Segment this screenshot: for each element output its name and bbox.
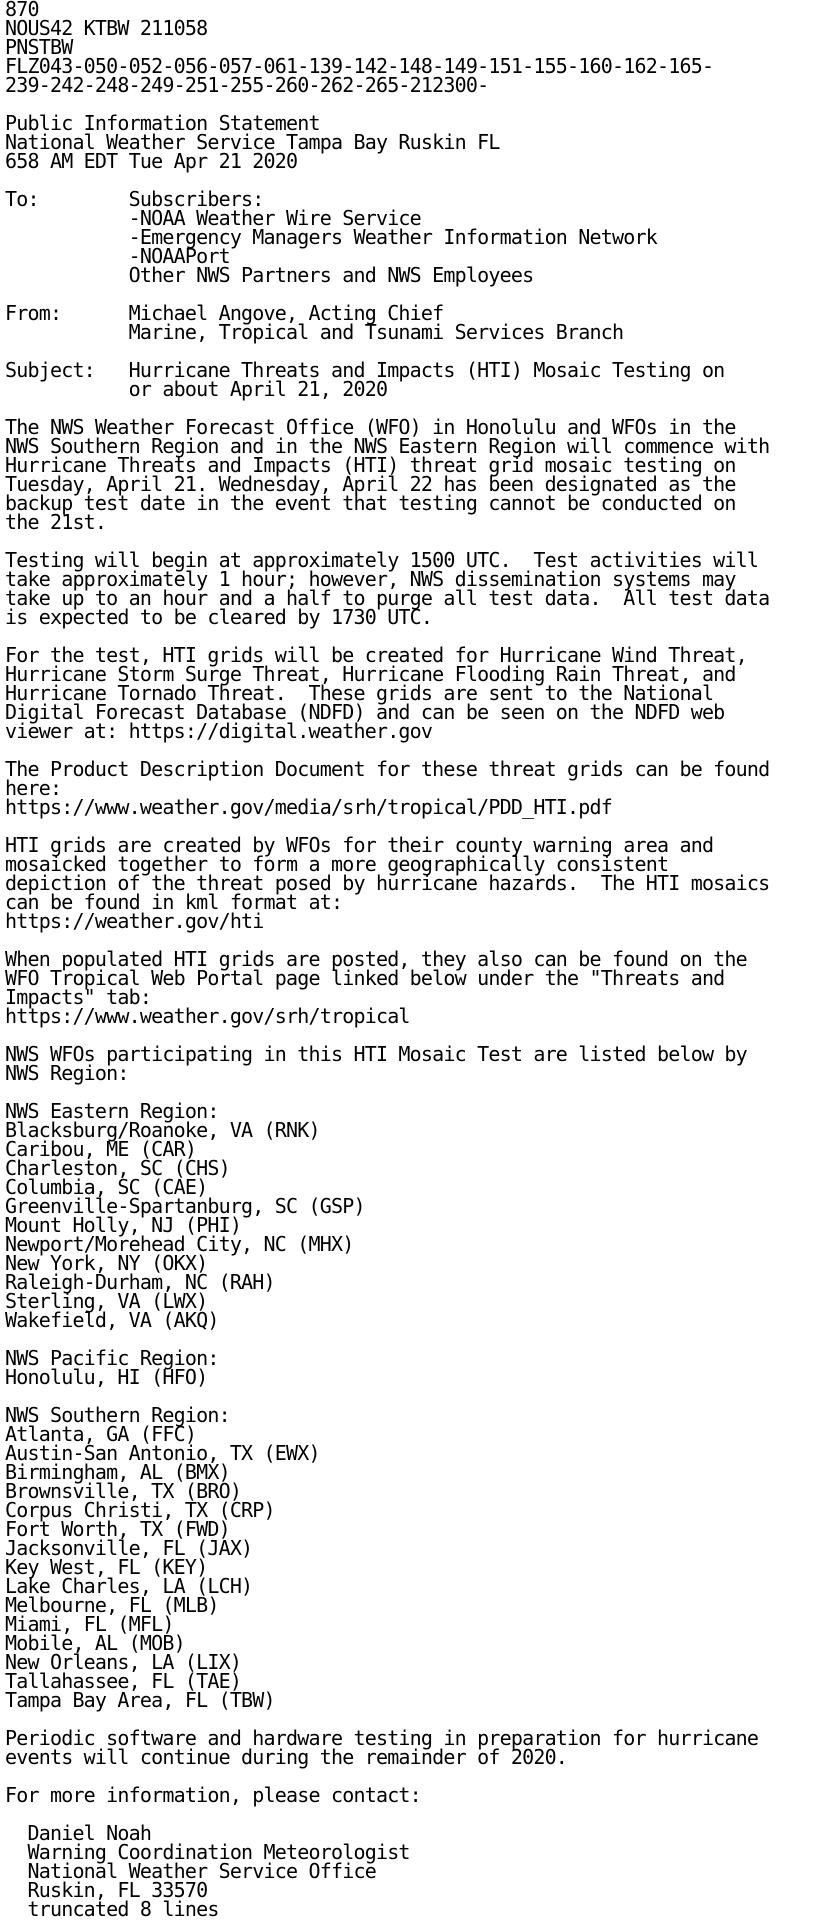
text-line: Other NWS Partners and NWS Employees (5, 263, 534, 287)
text-line: FLZ043-050-052-056-057-061-139-142-148-149-151-155-160-162-165- (5, 54, 714, 78)
text-line: -Emergency Managers Weather Information Network (5, 225, 657, 249)
text-line: Newport/Morehead City, NC (MHX) (5, 1232, 354, 1256)
text-line: 658 AM EDT Tue Apr 21 2020 (5, 149, 298, 173)
text-line: National Weather Service Tampa Bay Ruskin FL (5, 130, 500, 154)
text-line: New Orleans, LA (LIX) (5, 1650, 242, 1674)
text-line: the 21st. (5, 510, 107, 534)
text-line: Tampa Bay Area, FL (TBW) (5, 1688, 275, 1712)
text-line: From: Michael Angove, Acting Chief (5, 301, 444, 325)
text-line: NWS Southern Region and in the NWS Eastern Region will commence with (5, 434, 770, 458)
text-line: New York, NY (OKX) (5, 1251, 208, 1275)
text-line: Jacksonville, FL (JAX) (5, 1536, 253, 1560)
text-line: take up to an hour and a half to purge all test data. All test data (5, 586, 770, 610)
text-line: events will continue during the remainder of 2020. (5, 1745, 568, 1769)
text-line: Greenville-Spartanburg, SC (GSP) (5, 1194, 365, 1218)
text-line: For the test, HTI grids will be created for Hurricane Wind Threat, (5, 643, 747, 667)
text-line: https://www.weather.gov/srh/tropical (5, 1004, 410, 1028)
text-line: Hurricane Tornado Threat. These grids are sent to the National (5, 681, 714, 705)
text-line: 239-242-248-249-251-255-260-262-265-212300- (5, 73, 489, 97)
text-line: NWS Region: (5, 1061, 129, 1085)
text-line: Honolulu, HI (HFO) (5, 1365, 208, 1389)
text-line: NWS Southern Region: (5, 1403, 230, 1427)
text-line: Blacksburg/Roanoke, VA (RNK) (5, 1118, 320, 1142)
text-line: -NOAA Weather Wire Service (5, 206, 421, 230)
text-line: Columbia, SC (CAE) (5, 1175, 208, 1199)
text-line: is expected to be cleared by 1730 UTC. (5, 605, 433, 629)
text-line: The Product Description Document for these threat grids can be found (5, 757, 770, 781)
text-line: Charleston, SC (CHS) (5, 1156, 230, 1180)
text-line: depiction of the threat posed by hurricane hazards. The HTI mosaics (5, 871, 770, 895)
text-line: here: (5, 776, 62, 800)
text-line: Hurricane Storm Surge Threat, Hurricane Flooding Rain Threat, and (5, 662, 736, 686)
text-line: Digital Forecast Database (NDFD) and can be seen on the NDFD web (5, 700, 725, 724)
text-line: WFO Tropical Web Portal page linked below under the "Threats and (5, 966, 725, 990)
text-line: mosaicked together to form a more geographically consistent (5, 852, 669, 876)
text-line: NOUS42 KTBW 211058 (5, 16, 208, 40)
text-line: Subject: Hurricane Threats and Impacts (HTI) Mosaic Testing on (5, 358, 725, 382)
text-line: NWS Eastern Region: (5, 1099, 219, 1123)
text-line: Caribou, ME (CAR) (5, 1137, 197, 1161)
text-line: Key West, FL (KEY) (5, 1555, 208, 1579)
text-line: Lake Charles, LA (LCH) (5, 1574, 253, 1598)
text-line: viewer at: https://digital.weather.gov (5, 719, 433, 743)
text-line: When populated HTI grids are posted, they also can be found on the (5, 947, 747, 971)
text-line: 870 (5, 0, 39, 21)
text-line: Wakefield, VA (AKQ) (5, 1308, 219, 1332)
text-line: Marine, Tropical and Tsunami Services Branch (5, 320, 624, 344)
text-line: National Weather Service Office (5, 1859, 376, 1883)
text-line: Periodic software and hardware testing in preparation for hurricane (5, 1726, 759, 1750)
text-line: Mobile, AL (MOB) (5, 1631, 185, 1655)
text-line: Ruskin, FL 33570 (5, 1878, 208, 1902)
text-line: HTI grids are created by WFOs for their county warning area and (5, 833, 714, 857)
text-line: Atlanta, GA (FFC) (5, 1422, 197, 1446)
text-line: https://www.weather.gov/media/srh/tropical/PDD_HTI.pdf (5, 795, 613, 819)
product-text (5, 0, 821, 1919)
text-line: Mount Holly, NJ (PHI) (5, 1213, 242, 1237)
text-line: Testing will begin at approximately 1500 UTC. Test activities will (5, 548, 759, 572)
text-line: Melbourne, FL (MLB) (5, 1593, 219, 1617)
text-line: Sterling, VA (LWX) (5, 1289, 208, 1313)
text-line: Austin-San Antonio, TX (EWX) (5, 1441, 320, 1465)
text-line: take approximately 1 hour; however, NWS dissemination systems may (5, 567, 736, 591)
text-line: Birmingham, AL (BMX) (5, 1460, 230, 1484)
text-line: backup test date in the event that testing cannot be conducted on (5, 491, 736, 515)
text-line: Brownsville, TX (BRO) (5, 1479, 242, 1503)
text-line: Tallahassee, FL (TAE) (5, 1669, 242, 1693)
text-line: The NWS Weather Forecast Office (WFO) in Honolulu and WFOs in the (5, 415, 736, 439)
text-line: For more information, please contact: (5, 1783, 421, 1807)
text-line: Fort Worth, TX (FWD) (5, 1517, 230, 1541)
text-line: Miami, FL (MFL) (5, 1612, 174, 1636)
text-line: Hurricane Threats and Impacts (HTI) threat grid mosaic testing on (5, 453, 736, 477)
text-line: https://weather.gov/hti (5, 909, 264, 933)
text-line: Daniel Noah (5, 1821, 152, 1845)
text-line: NWS Pacific Region: (5, 1346, 219, 1370)
text-line: PNSTBW (5, 35, 73, 59)
text-line: Tuesday, April 21. Wednesday, April 22 has been designated as the (5, 472, 736, 496)
text-line: can be found in kml format at: (5, 890, 343, 914)
text-line: To: Subscribers: (5, 187, 264, 211)
text-line: Public Information Statement (5, 111, 320, 135)
text-line: -NOAAPort (5, 244, 230, 268)
text-line: or about April 21, 2020 (5, 377, 388, 401)
text-line: Raleigh-Durham, NC (RAH) (5, 1270, 275, 1294)
text-line: NWS WFOs participating in this HTI Mosaic Test are listed below by (5, 1042, 747, 1066)
text-line: truncated 8 lines (5, 1897, 219, 1921)
text-line: Corpus Christi, TX (CRP) (5, 1498, 275, 1522)
text-line: Impacts" tab: (5, 985, 152, 1009)
text-line: Warning Coordination Meteorologist (5, 1840, 410, 1864)
